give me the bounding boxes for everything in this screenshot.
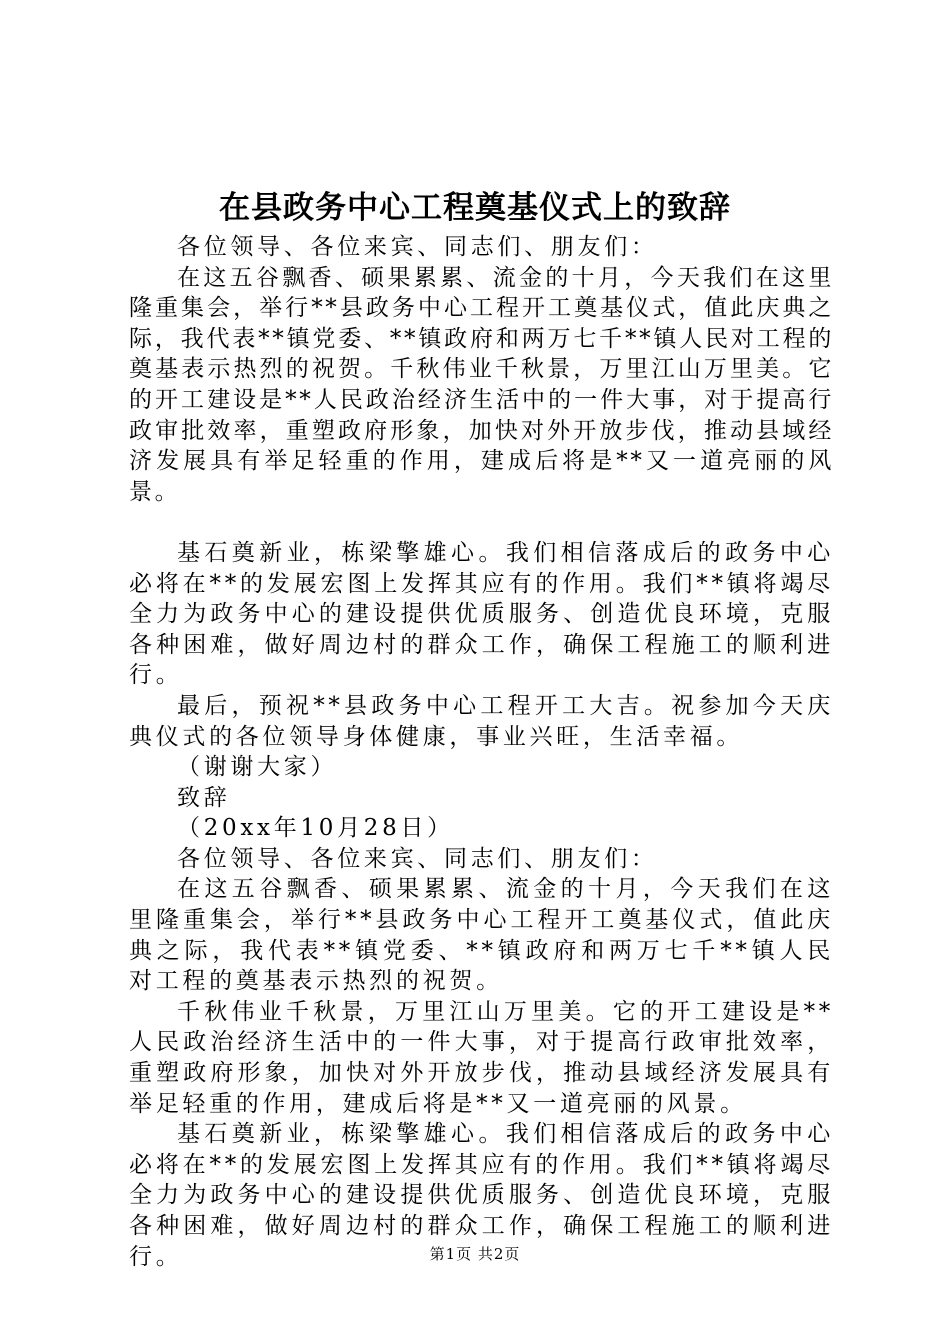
blank-line	[129, 507, 834, 538]
body-paragraph: 基石奠新业，栋梁擎雄心。我们相信落成后的政务中心必将在**的发展宏图上发挥其应有的作用。我们**镇将竭尽全力为政务中心的建设提供优质服务、创造优良环境，克服各种困难，做好周边村的群众工作，确保工程施工的顺利进行。	[129, 539, 834, 689]
thanks-line: （谢谢大家）	[177, 754, 338, 781]
body-paragraph: 千秋伟业千秋景，万里江山万里美。它的开工建设是**人民政治经济生活中的一件大事，对于提高行政审批效率，重塑政府形象，加快对外开放步伐，推动县域经济发展具有举足轻重的作用，建成后将是**又一道亮丽的风景。	[129, 998, 834, 1117]
salutation-paragraph: 各位领导、各位来宾、同志们、朋友们：	[177, 845, 658, 872]
document-title: 在县政务中心工程奠基仪式上的致辞	[219, 190, 731, 226]
date-line: （20xx年10月28日）	[177, 815, 454, 842]
page-number-footer: 第1页 共2页	[429, 1245, 521, 1263]
body-paragraph: 基石奠新业，栋梁擎雄心。我们相信落成后的政务中心必将在**的发展宏图上发挥其应有的作用。我们**镇将竭尽全力为政务中心的建设提供优质服务、创造优良环境，克服各种困难，做好周边村的群众工作，确保工程施工的顺利进行。	[129, 1121, 834, 1270]
salutation-paragraph: 各位领导、各位来宾、同志们、朋友们：	[177, 234, 658, 260]
body-paragraph: 最后，预祝**县政务中心工程开工大吉。祝参加今天庆典仪式的各位领导身体健康，事业兴旺，生活幸福。	[129, 692, 834, 750]
body-paragraph: 在这五谷飘香、硕果累累、流金的十月，今天我们在这里隆重集会，举行**县政务中心工程开工奠基仪式，值此庆典之际，我代表**镇党委、**镇政府和两万七千**镇人民对工程的奠基表示热烈的祝贺。千秋伟业千秋景，万里江山万里美。它的开工建设是**人民政治经济生活中的一件大事，对于提高行政审批效率，重塑政府形象，加快对外开放步伐，推动县域经济发展具有举足轻重的作用，建成后将是**又一道亮丽的风景。	[129, 264, 834, 505]
heading-line: 致辞	[177, 784, 231, 811]
body-paragraph: 在这五谷飘香、硕果累累、流金的十月，今天我们在这里隆重集会，举行**县政务中心工程开工奠基仪式，值此庆典之际，我代表**镇党委、**镇政府和两万七千**镇人民对工程的奠基表示热烈的祝贺。	[129, 876, 834, 995]
document-body	[129, 232, 834, 1272]
